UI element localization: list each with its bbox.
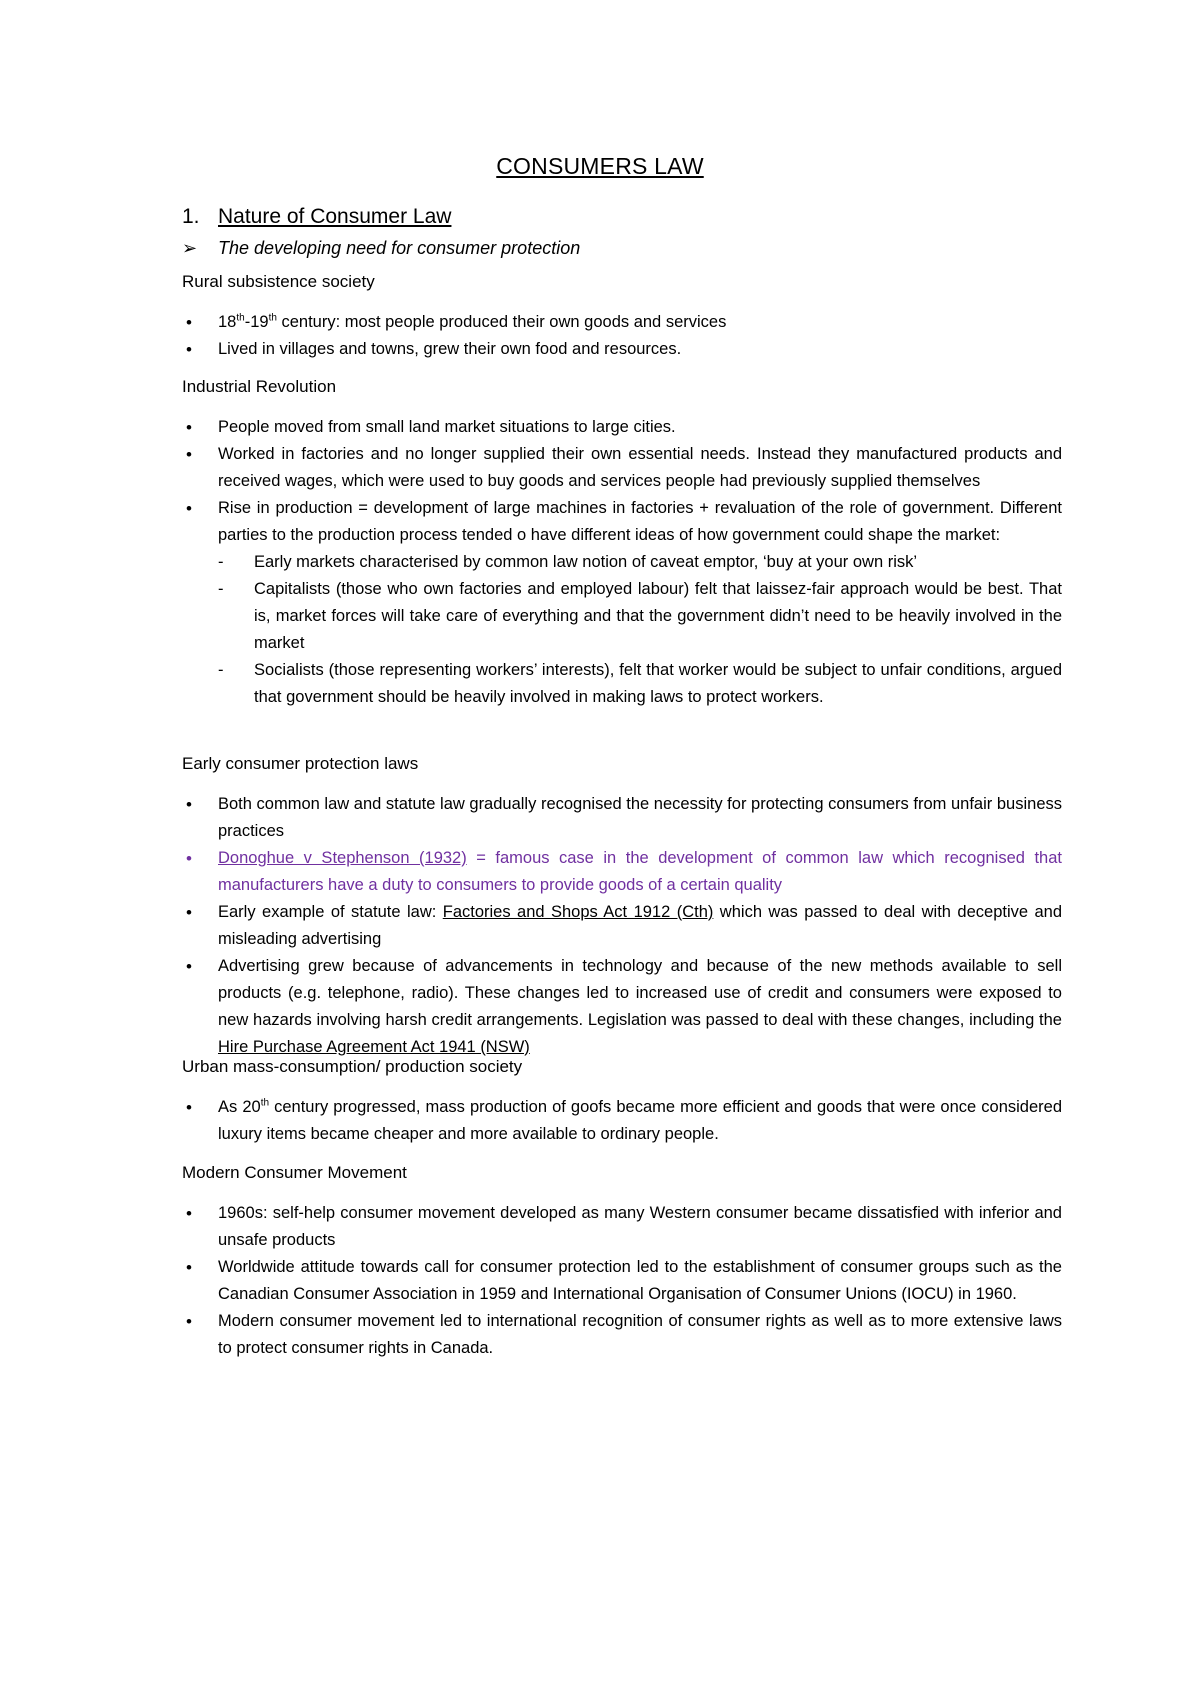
heading-rural: Rural subsistence society [182, 272, 375, 291]
section-number: 1. [182, 205, 200, 228]
list-industrial [182, 414, 1062, 711]
section-title: Nature of Consumer Law [218, 205, 452, 228]
case-name: Donoghue v Stephenson (1932) [218, 849, 467, 867]
list-rural [182, 309, 1062, 363]
heading-early-laws: Early consumer protection laws [182, 754, 419, 773]
page-title: CONSUMERS LAW [496, 153, 704, 179]
list-item: • Rise in production = development of large machines in factories + revaluation of the role of government. Different parties to the production process tended o have different ideas of how government could shape the market: - Early markets characterised by common law notion of caveat emptor, ‘buy at your own risk’ - Capitalists (those who own factories and employed labour) felt that laissez-fair approach would be best. That is, market forces will take care of everything and that the government didn’t need to be heavily involved in the market - Socialists (those representing workers’ interests), felt that worker would be subject to unfair conditions, argued that government should be heavily involved in making laws to protect workers. [182, 495, 1062, 711]
list-item: • Worked in factories and no longer supplied their own essential needs. Instead they manufactured products and received wages, which were used to buy goods and services people had previously supplied themselves [182, 441, 1062, 495]
subheading-text: The developing need for consumer protection [218, 238, 581, 258]
list-item: • Worldwide attitude towards call for consumer protection led to the establishment of consumer groups such as the Canadian Consumer Association in 1959 and International Organisation of Consumer Unions (IOCU) in 1960. [182, 1254, 1062, 1308]
sub-list-item: - Early markets characterised by common law notion of caveat emptor, ‘buy at your own risk’ [218, 553, 918, 571]
act-name: Factories and Shops Act 1912 (Cth) [442, 903, 714, 921]
list-item: • As 20th century progressed, mass production of goofs became more efficient and goods that were once considered luxury items became cheaper and more available to ordinary people. [182, 1094, 1062, 1148]
sub-list-item: - Capitalists (those who own factories and employed labour) felt that laissez-fair approach would be best. That is, market forces will take care of everything and that the government didn’t need to be heavily involved in the market [218, 580, 1062, 652]
subheading-developing-need [182, 235, 580, 261]
sub-list-item: - Socialists (those representing workers’ interests), felt that worker would be subject to unfair conditions, argued that government should be heavily involved in making laws to protect workers. [218, 661, 1062, 706]
list-item-case: • Donoghue v Stephenson (1932) = famous case in the development of common law which recognised that manufacturers have a duty to consumers to provide goods of a certain quality [182, 845, 1062, 899]
list-item: • Advertising grew because of advancements in technology and because of the new methods available to sell products (e.g. telephone, radio). These changes led to increased use of credit and consumers were exposed to new hazards involving harsh credit arrangements. Legislation was passed to deal with these changes, including the Hire Purchase Agreement Act 1941 (NSW) [182, 953, 1062, 1061]
list-item: • Lived in villages and towns, grew their own food and resources. [182, 336, 1062, 363]
heading-urban: Urban mass-consumption/ production society [182, 1057, 523, 1076]
list-urban [182, 1094, 1062, 1148]
arrow-bullet-icon: ➢ [182, 238, 198, 258]
sub-list [218, 549, 1062, 711]
heading-industrial: Industrial Revolution [182, 377, 337, 396]
list-modern [182, 1200, 1062, 1362]
list-early-laws [182, 791, 1062, 1061]
heading-modern: Modern Consumer Movement [182, 1163, 407, 1182]
list-item: • 1960s: self-help consumer movement developed as many Western consumer became dissatisfied with inferior and unsafe products [182, 1200, 1062, 1254]
list-item: • 18th-19th century: most people produced their own goods and services [182, 309, 1062, 336]
act-name: Hire Purchase Agreement Act 1941 (NSW) [218, 1038, 530, 1056]
list-item: • Early example of statute law: Factories and Shops Act 1912 (Cth) which was passed to deal with deceptive and misleading advertising [182, 899, 1062, 953]
list-item: • Both common law and statute law gradually recognised the necessity for protecting consumers from unfair business practices [182, 791, 1062, 845]
section-heading-nature [182, 203, 451, 231]
list-item: • People moved from small land market situations to large cities. [182, 414, 1062, 441]
list-item: • Modern consumer movement led to international recognition of consumer rights as well as to more extensive laws to protect consumer rights in Canada. [182, 1308, 1062, 1362]
